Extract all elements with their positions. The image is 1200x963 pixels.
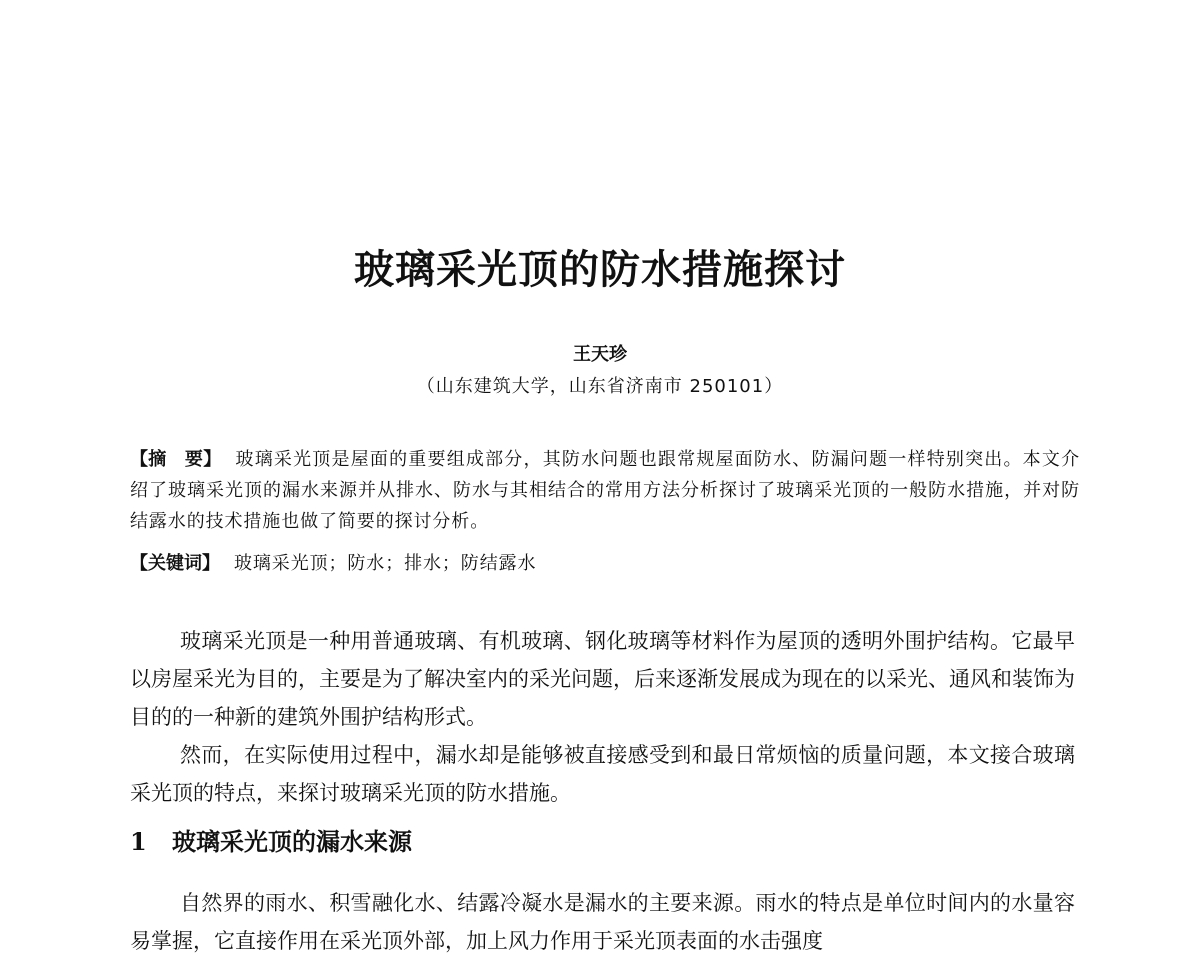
keywords-label: 【关键词】 <box>130 553 220 574</box>
author-affiliation: （山东建筑大学，山东省济南市 250101） <box>416 376 784 397</box>
body-paragraph: 玻璃采光顶是一种用普通玻璃、有机玻璃、钢化玻璃等材料作为屋顶的透明外围护结构。它最早以房屋采光为目的，主要是为了解决室内的采光问题，后来逐渐发展成为现在的以采光、通风和装饰为目的的一种新的建筑外围护结构形式。 <box>130 629 1075 729</box>
paper-title: 玻璃采光顶的防水措施探讨 <box>354 246 846 293</box>
body-paragraph: 然而，在实际使用过程中，漏水却是能够被直接感受到和最日常烦恼的质量问题，本文接合玻璃采光顶的特点，来探讨玻璃采光顶的防水措施。 <box>130 743 1075 805</box>
section-number: 1 <box>130 827 147 856</box>
abstract <box>130 444 1080 537</box>
keywords <box>130 548 1080 579</box>
section-title: 玻璃采光顶的漏水来源 <box>172 827 412 856</box>
section-heading <box>130 822 412 857</box>
author-name: 王天珍 <box>573 344 627 365</box>
abstract-label: 【摘 要】 <box>130 449 222 470</box>
abstract-text: 玻璃采光顶是屋面的重要组成部分，其防水问题也跟常规屋面防水、防漏问题一样特别突出。本文介绍了玻璃采光顶的漏水来源并从排水、防水与其相结合的常用方法分析探讨了玻璃采光顶的一般防水措施，并对防结露水的技术措施也做了简要的探讨分析。 <box>130 449 1080 532</box>
keywords-text: 玻璃采光顶；防水；排水；防结露水 <box>234 553 537 574</box>
section-paragraph: 自然界的雨水、积雪融化水、结露冷凝水是漏水的主要来源。雨水的特点是单位时间内的水量容易掌握，它直接作用在采光顶外部，加上风力作用于采光顶表面的水击强度 <box>130 891 1075 953</box>
